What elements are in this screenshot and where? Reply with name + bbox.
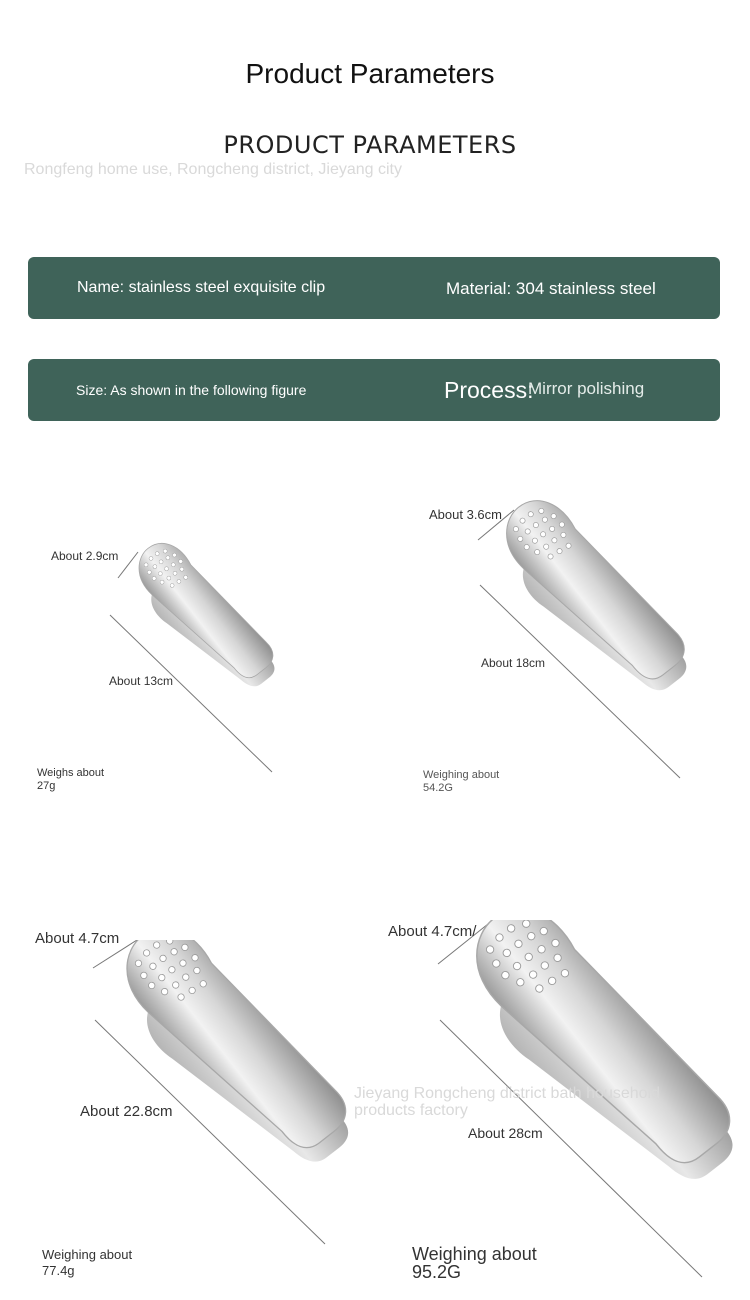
product-1-length-label: About 13cm — [109, 674, 174, 688]
param-bar-1 — [28, 257, 720, 319]
tongs-image — [85, 940, 385, 1250]
product-4-width-label: About 4.7cm/ — [388, 923, 477, 940]
param-name: Name: stainless steel exquisite clip — [77, 279, 326, 296]
param-process-label: Process: — [444, 377, 534, 403]
product-4-weight-value: 95.2G — [412, 1262, 462, 1282]
product-1-weight-label: Weighs about — [37, 767, 105, 779]
product-2-weight-value: 54.2G — [423, 782, 453, 794]
product-1-weight-value: 27g — [37, 780, 56, 792]
page-subtitle: PRODUCT PARAMETERS — [223, 131, 517, 159]
product-3-weight-value: 77.4g — [42, 1263, 75, 1278]
product-3-weight-label: Weighing about — [42, 1247, 133, 1262]
param-size: Size: As shown in the following figure — [76, 382, 307, 398]
param-material: Material: 304 stainless steel — [446, 279, 656, 298]
product-3-width-label: About 4.7cm — [35, 930, 120, 947]
product-2-weight-label: Weighing about — [423, 769, 500, 781]
watermark-bottom: Jieyang Rongcheng district bath household products factory — [354, 1085, 660, 1119]
product-4-weight-label: Weighing about — [412, 1244, 537, 1264]
watermark-top: Rongfeng home use, Rongcheng district, Jieyang city — [24, 161, 402, 178]
param-bar-2 — [28, 359, 720, 421]
param-process-value: Mirror polishing — [528, 379, 645, 398]
tongs-image — [100, 540, 320, 790]
product-4-length-label: About 28cm — [468, 1125, 543, 1141]
page-title: Product Parameters — [245, 58, 495, 89]
tongs-image — [470, 500, 730, 790]
product-3-length-label: About 22.8cm — [80, 1103, 173, 1120]
product-2-length-label: About 18cm — [481, 656, 546, 670]
product-1-width-label: About 2.9cm — [51, 549, 119, 563]
product-2-width-label: About 3.6cm — [429, 507, 502, 522]
